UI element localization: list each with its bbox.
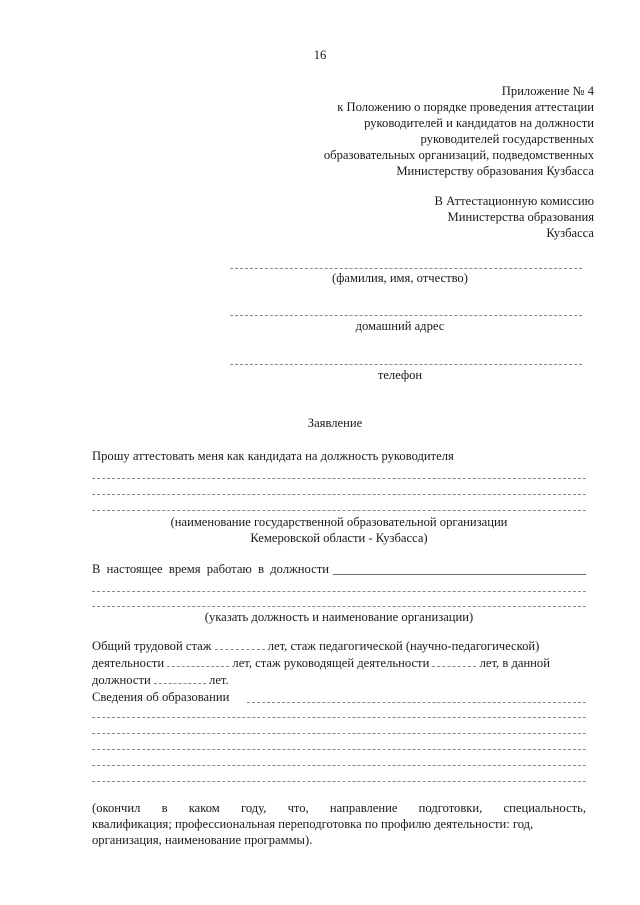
addressee-line: Министерства образования [447, 210, 594, 224]
years-label: лет. [209, 673, 229, 687]
appendix-line: Министерству образования Кузбасса [396, 164, 594, 178]
experience-line-2 [92, 655, 550, 671]
total-experience-field[interactable] [215, 638, 265, 650]
management-experience-label: лет, стаж руководящей деятельности [232, 656, 430, 670]
experience-line-3 [92, 672, 229, 688]
pedagogical-experience-field[interactable] [167, 655, 229, 667]
position-caption: (указать должность и наименование организации) [204, 610, 474, 624]
appendix-line: образовательных организаций, подведомственных [323, 148, 594, 162]
education-field-line[interactable] [92, 717, 586, 718]
position-field-line[interactable] [92, 510, 586, 511]
total-experience-label: Общий трудовой стаж [92, 639, 212, 653]
education-field-line[interactable] [92, 765, 586, 766]
management-experience-field[interactable] [432, 655, 476, 667]
org-caption: Кемеровской области - Кузбасса) [250, 531, 428, 545]
education-caption: (окончил в каком году, что, направление подготовки, специальность, [92, 801, 586, 815]
fio-field-line[interactable] [230, 268, 582, 269]
experience-line-1 [92, 638, 539, 654]
current-position-label: В настоящее время работаю в должности [92, 562, 329, 576]
position-field-line[interactable] [92, 478, 586, 479]
education-label: Сведения об образовании [92, 690, 230, 704]
phone-field-line[interactable] [230, 364, 582, 365]
current-position-experience-field[interactable] [154, 672, 206, 684]
position-field-line[interactable] [92, 494, 586, 495]
current-position-field-line[interactable] [333, 574, 586, 575]
education-caption: квалификация; профессиональная переподготовка по профилю деятельности: год, [92, 817, 534, 831]
addressee-line: В Аттестационную комиссию [434, 194, 594, 208]
appendix-line: руководителей и кандидатов на должности [364, 116, 594, 130]
phone-caption: телефон [377, 368, 423, 382]
education-caption: организация, наименование программы). [92, 833, 313, 847]
education-field-line[interactable] [92, 781, 586, 782]
education-field-line[interactable] [92, 749, 586, 750]
org-caption: (наименование государственной образовательной организации [170, 515, 508, 529]
page-number: 16 [313, 48, 327, 62]
position-label: должности [92, 673, 151, 687]
pedagogical-experience-label: лет, стаж педагогической (научно-педагогической) [267, 639, 540, 653]
current-position-field-line[interactable] [92, 606, 586, 607]
appendix-line: к Положению о порядке проведения аттестации [337, 100, 594, 114]
current-position-experience-label: лет, в данной [479, 656, 550, 670]
appendix-title: Приложение № 4 [501, 84, 594, 98]
education-field-line[interactable] [92, 733, 586, 734]
education-field-line[interactable] [247, 702, 586, 703]
fio-caption: (фамилия, имя, отчество) [332, 271, 468, 285]
addressee-line: Кузбасса [546, 226, 594, 240]
appendix-line: руководителей государственных [420, 132, 594, 146]
address-field-line[interactable] [230, 315, 582, 316]
current-position-field-line[interactable] [92, 591, 586, 592]
request-text: Прошу аттестовать меня как кандидата на должность руководителя [92, 449, 454, 463]
pedagogical-activity-label: деятельности [92, 656, 165, 670]
address-caption: домашний адрес [355, 319, 445, 333]
document-title: Заявление [307, 416, 363, 430]
